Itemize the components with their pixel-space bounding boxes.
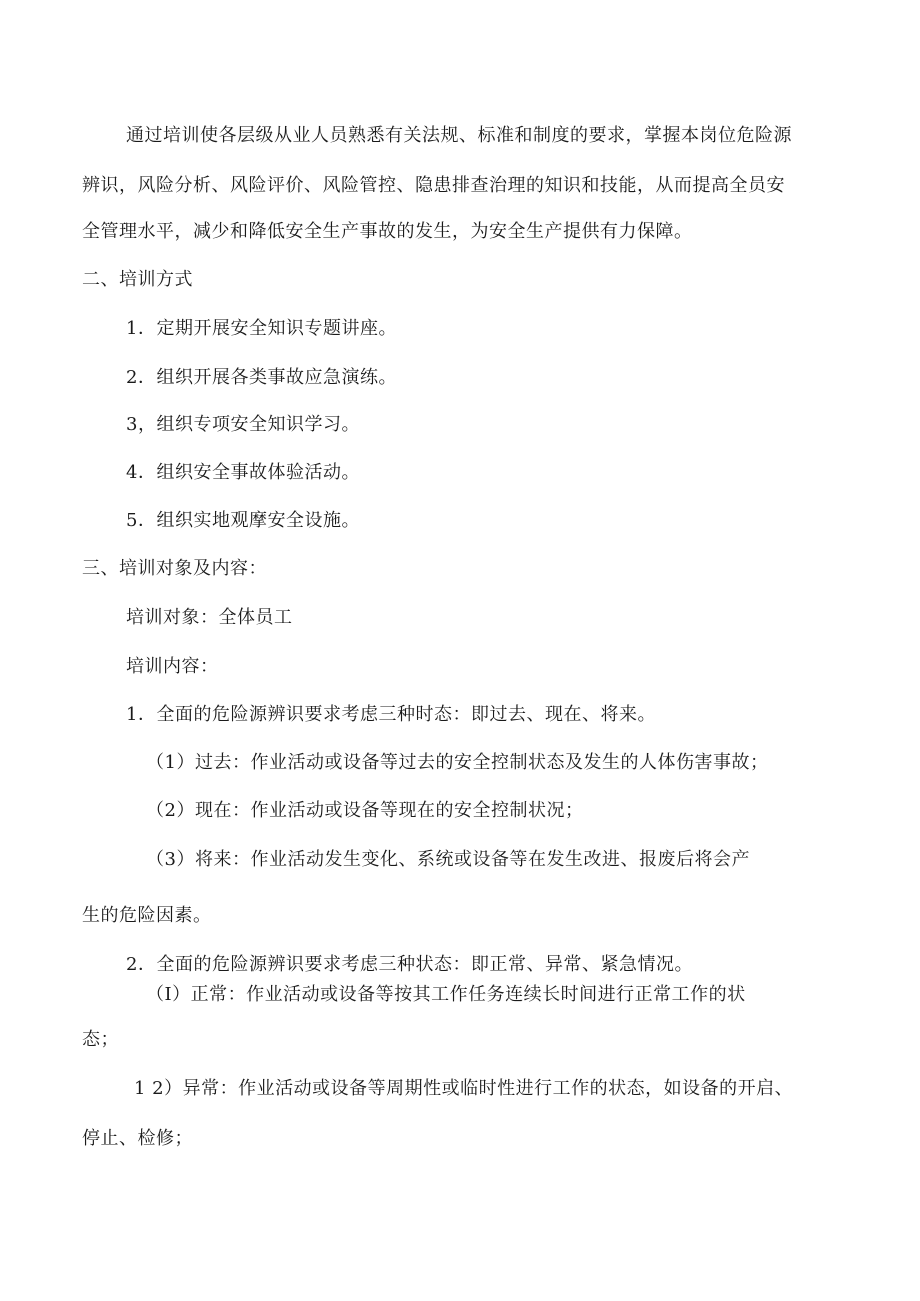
section-heading-training-method: 二、培训方式 [82, 269, 193, 290]
intro-line-1: 通过培训使各层级从业人员熟悉有关法规、标准和制度的要求，掌握本岗位危险源 [126, 125, 792, 146]
point-2-sub-1: （I）正常：作业活动或设备等按其工作任务连续长时间进行正常工作的状 [146, 984, 746, 1005]
point-1-sub-2: （2）现在：作业活动或设备等现在的安全控制状况； [146, 800, 584, 821]
list-item: 3，组织专项安全知识学习。 [126, 414, 360, 435]
list-item: 5．组织实地观摩安全设施。 [126, 510, 360, 531]
list-item: 1．定期开展安全知识专题讲座。 [126, 318, 397, 339]
point-2-title: 2．全面的危险源辨识要求考虑三种状态：即正常、异常、紧急情况。 [126, 954, 693, 975]
point-2-sub-1-continued: 态； [82, 1029, 119, 1050]
point-1-sub-1: （1）过去：作业活动或设备等过去的安全控制状态及发生的人体伤害事故； [146, 752, 769, 773]
training-content-label: 培训内容： [126, 656, 219, 677]
intro-line-2: 辨识，风险分析、风险评价、风险管控、隐患排查治理的知识和技能，从而提高全员安 [82, 175, 785, 196]
intro-line-3: 全管理水平，减少和降低安全生产事故的发生，为安全生产提供有力保障。 [82, 221, 693, 242]
section-heading-target-content: 三、培训对象及内容： [82, 558, 267, 579]
point-1-sub-3-continued: 生的危险因素。 [82, 905, 212, 926]
training-target: 培训对象：全体员工 [126, 607, 293, 628]
list-item: 2．组织开展各类事故应急演练。 [126, 367, 397, 388]
point-1-sub-3: （3）将来：作业活动发生变化、系统或设备等在发生改进、报废后将会产 [146, 849, 750, 870]
list-item: 4．组织安全事故体验活动。 [126, 462, 360, 483]
point-1-title: 1．全面的危险源辨识要求考虑三种时态：即过去、现在、将来。 [126, 704, 656, 725]
point-2-sub-2-continued: 停止、检修； [82, 1128, 193, 1149]
point-2-sub-2: 1 2）异常：作业活动或设备等周期性或临时性进行工作的状态，如设备的开启、 [134, 1078, 794, 1099]
